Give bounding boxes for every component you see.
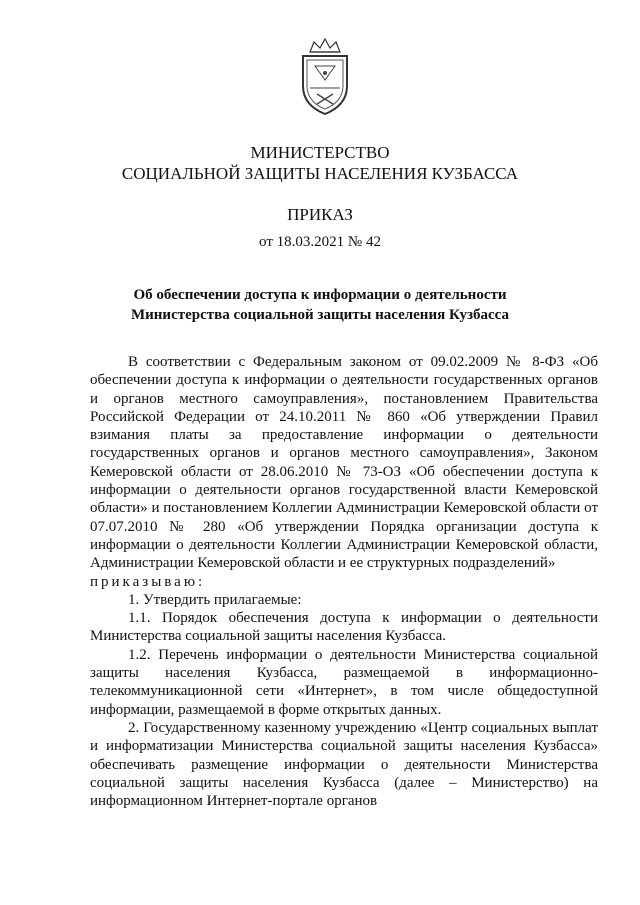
- ministry-name-line2: СОЦИАЛЬНОЙ ЗАЩИТЫ НАСЕЛЕНИЯ КУЗБАССА: [121, 164, 519, 183]
- ministry-name-line1: МИНИСТЕРСТВО: [250, 143, 390, 162]
- document-title-line2: Министерства социальной защиты населения Кузбасса: [130, 307, 509, 323]
- document-type: ПРИКАЗ: [287, 205, 353, 224]
- item-1-2: 1.2. Перечень информации о деятельности Министерства социальной защиты населения Кузбасса, размещаемой в информационно-телекоммуникационной сети «Интернет», в том числе общедоступной информации, размещаемой в форме открытых данных.: [90, 646, 598, 718]
- preamble-text: В соответствии с Федеральным законом от 09.02.2009 № 8-ФЗ «Об обеспечении доступа к информации о деятельности государственных органов и органов местного самоуправления», постановлением Правительства Российской Федерации от 24.10.2011 № 860 «Об утверждении Правил взимания платы за предоставление информации о деятельности государственных органов и органов местного самоуправления», Законом Кемеровской области от 28.06.2010 № 73-ОЗ «Об обеспечении доступа к информации о деятельности органов государственной власти Кемеровской области» и постановлением Коллегии Администрации Кемеровской области от 07.07.2010 № 280 «Об утверждении Порядка организации доступа к информации о деятельности Коллегии Администрации Кемеровской области, Администрации Кемеровской области и ее структурных подразделений»: [90, 354, 598, 572]
- item-1-1: 1.1. Порядок обеспечения доступа к информации о деятельности Министерства социальной защиты населения Кузбасса.: [90, 610, 598, 645]
- kuzbass-coat-of-arms-icon: [295, 36, 355, 116]
- document-body: [90, 353, 598, 810]
- order-word: [90, 573, 598, 591]
- document-title-line1: Об обеспечении доступа к информации о деятельности: [133, 287, 507, 303]
- preamble-paragraph: [90, 353, 598, 573]
- item-2: 2. Государственному казенному учреждению «Центр социальных выплат и информатизации Министерства социальной защиты населения Кузбасса» обеспечивать размещение информации о деятельности Министерства социальной защиты населения Кузбасса (далее – Министерство) на информационном Интернет-портале органов: [90, 719, 598, 810]
- order-word-text: приказываю:: [90, 573, 206, 590]
- item-1: 1. Утвердить прилагаемые:: [128, 591, 302, 608]
- document-date-number: от 18.03.2021 № 42: [259, 234, 381, 250]
